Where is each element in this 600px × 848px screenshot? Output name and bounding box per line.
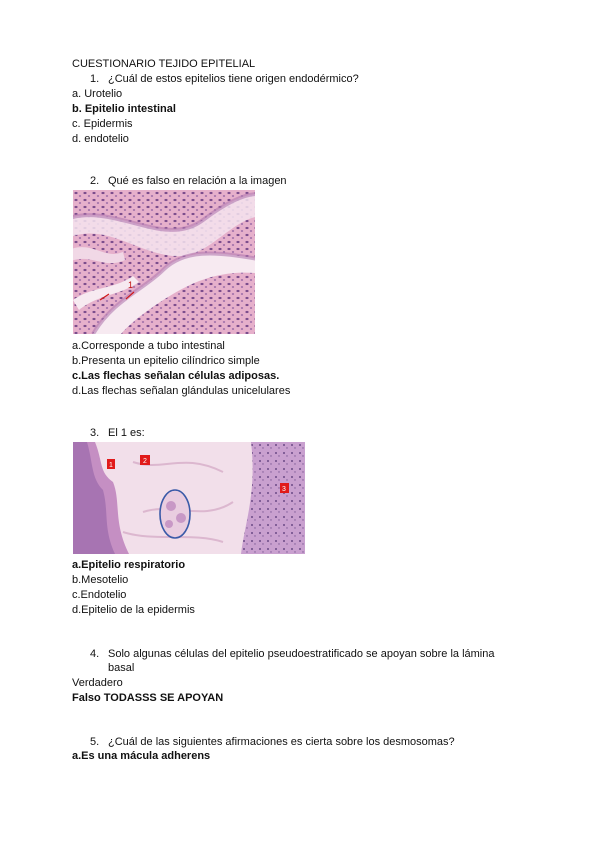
marker-2: 2	[143, 458, 147, 465]
question-number: 3.	[90, 427, 100, 439]
marker-1: 1	[109, 462, 113, 469]
question-text: Solo algunas células del epitelio pseudoestratificado se apoyan sobre la lámina basal	[108, 648, 495, 674]
q4-option-true: Verdadero	[72, 677, 123, 689]
q3-option-a-correct: a.Epitelio respiratorio	[72, 559, 186, 571]
question-number: 5.	[90, 736, 100, 748]
q2-option-a: a.Corresponde a tubo intestinal	[72, 340, 225, 352]
question-text: ¿Cuál de las siguientes afirmaciones es cierta sobre los desmosomas?	[108, 736, 455, 748]
question-number: 2.	[90, 175, 100, 187]
question-1	[90, 72, 359, 86]
question-2	[90, 174, 287, 188]
respiratory-histology-image	[73, 442, 305, 554]
q1-option-a: a. Urotelio	[72, 88, 123, 100]
q3-option-b: b.Mesotelio	[72, 574, 129, 586]
q3-option-c: c.Endotelio	[72, 589, 127, 601]
q1-option-d: d. endotelio	[72, 133, 129, 145]
question-5	[90, 735, 455, 749]
marker-3: 3	[282, 486, 286, 493]
intestinal-histology-image	[73, 190, 255, 334]
q1-option-b-correct: b. Epitelio intestinal	[72, 103, 176, 115]
figure-label-1: 1	[128, 280, 134, 290]
q3-option-d: d.Epitelio de la epidermis	[72, 604, 195, 616]
question-4	[90, 647, 510, 675]
q4-option-false-correct: Falso TODASSS SE APOYAN	[72, 692, 224, 704]
question-text: Qué es falso en relación a la imagen	[108, 175, 287, 187]
question-number: 1.	[90, 73, 100, 85]
q2-option-c-correct: c.Las flechas señalan células adiposas.	[72, 370, 280, 382]
question-text: ¿Cuál de estos epitelios tiene origen endodérmico?	[108, 73, 359, 85]
q5-option-a-correct: a.Es una mácula adherens	[72, 750, 211, 762]
question-number: 4.	[90, 648, 100, 660]
question-text: El 1 es:	[108, 427, 145, 439]
page-title: CUESTIONARIO TEJIDO EPITELIAL	[72, 58, 256, 70]
q2-option-b: b.Presenta un epitelio cilíndrico simple	[72, 355, 260, 367]
question-3	[90, 426, 145, 440]
q1-option-c: c. Epidermis	[72, 118, 133, 130]
q2-option-d: d.Las flechas señalan glándulas unicelulares	[72, 385, 291, 397]
